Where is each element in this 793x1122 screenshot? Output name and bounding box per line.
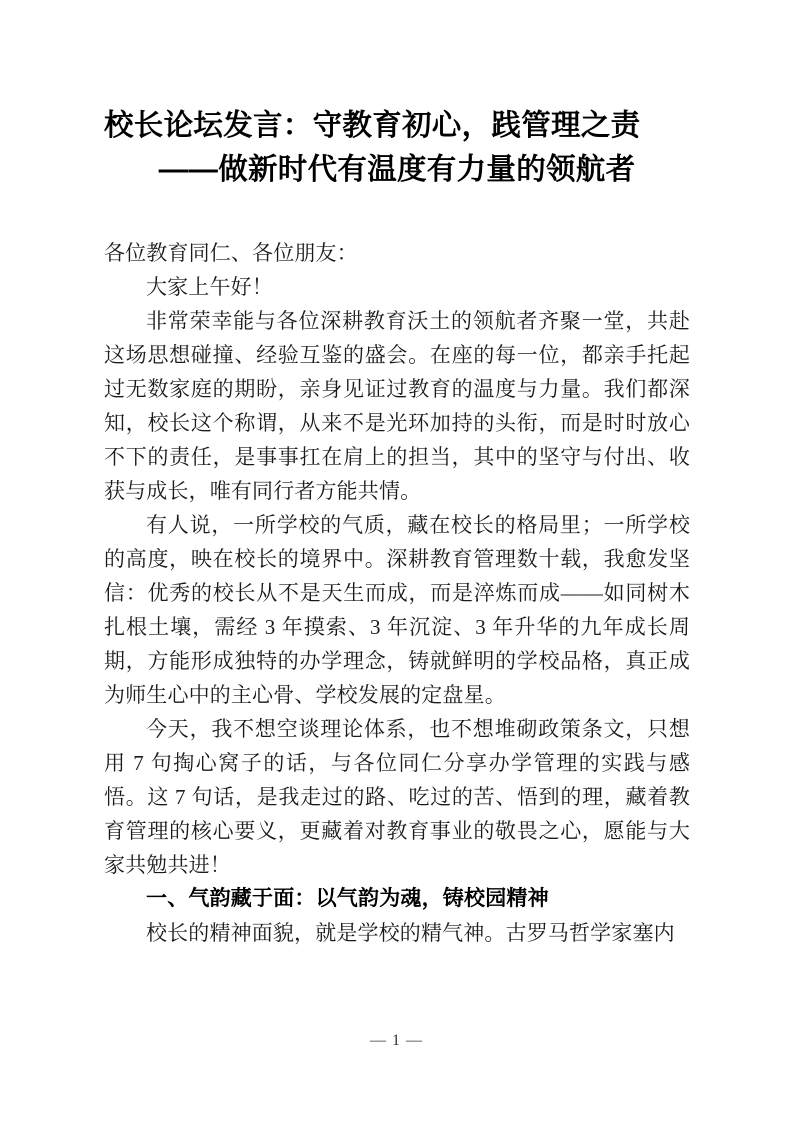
title-line-primary: 校长论坛发言：守教育初心，践管理之责 — [104, 109, 641, 142]
body-paragraph-3: 今天，我不想空谈理论体系，也不想堆砌政策条文，只想用 7 句掏心窝子的话，与各位同仁分享办学管理的实践与感悟。这 7 句话，是我走过的路、吃过的苦、悟到的理，藏着教育管理的核心要义，更藏着对教育事业的敬畏之心，愿能与大家共勉共进！ — [104, 717, 690, 877]
greeting-line: 大家上午好！ — [146, 275, 273, 299]
body-paragraph-1: 非常荣幸能与各位深耕教育沃土的领航者齐聚一堂，共赴这场思想碰撞、经验互鉴的盛会。在座的每一位，都亲手托起过无数家庭的期盼，亲身见证过教育的温度与力量。我们都深知，校长这个称谓，从来不是光环加持的头衔，而是时时放心不下的责任，是事事扛在肩上的担当，其中的坚守与付出、收获与成长，唯有同行者方能共情。 — [104, 309, 690, 503]
section-heading-1: 一、气韵藏于面：以气韵为魂，铸校园精神 — [146, 887, 549, 910]
body-paragraph-2: 有人说，一所学校的气质，藏在校长的格局里；一所学校的高度，映在校长的境界中。深耕教育管理数十载，我愈发坚信：优秀的校长从不是天生而成，而是淬炼而成——如同树木扎根土壤，需经 3 年摸索、3 年沉淀、3 年升华的九年成长周期，方能形成独特的办学理念，铸就鲜明的学校品格，真正成为师生心中的主心骨、学校发展的定盘星。 — [104, 513, 690, 707]
body-paragraph-4: 校长的精神面貌，就是学校的精气神。古罗马哲学家塞内 — [146, 921, 675, 945]
salutation-line: 各位教育同仁、各位朋友： — [104, 241, 358, 265]
page-title — [104, 104, 690, 192]
document-body — [104, 236, 690, 950]
title-line-subtitle: ——做新时代有温度有力量的领航者 — [158, 153, 636, 186]
document-title-block — [104, 104, 690, 192]
page-footer — [0, 1030, 793, 1052]
page-number: — 1 — — [370, 1032, 423, 1049]
